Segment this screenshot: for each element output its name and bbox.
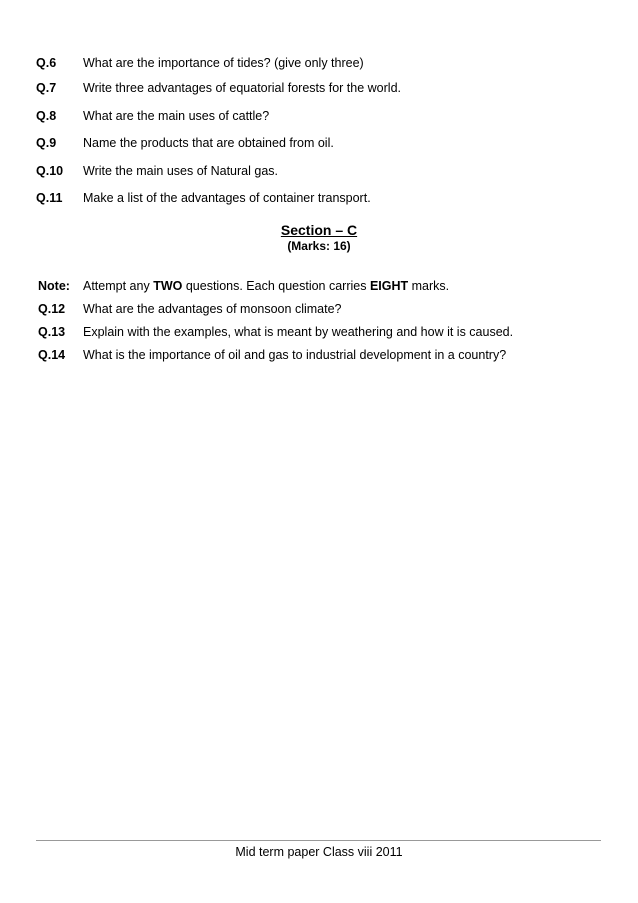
question-row [36, 347, 616, 363]
note-text-part: Attempt any [83, 279, 154, 293]
question-text: Write the main uses of Natural gas. [83, 164, 278, 178]
question-text: What are the importance of tides? (give only three) [83, 56, 364, 70]
note-text-part: questions. Each question carries [182, 279, 370, 293]
note-bold-marks: EIGHT [369, 279, 409, 293]
footer-divider [36, 840, 601, 841]
question-text: What is the importance of oil and gas to industrial development in a country? [83, 348, 507, 362]
section-c-title: Section – C [280, 222, 358, 238]
question-number: Q.11 [36, 191, 63, 205]
question-text: What are the main uses of cattle? [83, 109, 270, 123]
question-row [36, 301, 616, 317]
section-c-heading [0, 221, 638, 239]
note-text-part: marks. [408, 279, 450, 293]
question-row [36, 55, 616, 71]
question-row [36, 108, 616, 124]
question-number: Q.10 [36, 164, 64, 178]
question-text: Write three advantages of equatorial forests for the world. [83, 81, 401, 95]
question-row [36, 135, 616, 151]
note-row [36, 278, 616, 294]
question-number: Q.9 [36, 136, 57, 150]
question-row [36, 190, 616, 206]
section-c-marks: (Marks: 16) [287, 239, 351, 253]
note-bold-count: TWO [153, 279, 183, 293]
question-number: Q.7 [36, 81, 57, 95]
question-text: Explain with the examples, what is meant by weathering and how it is caused. [83, 325, 514, 339]
question-text: What are the advantages of monsoon climate? [83, 302, 342, 316]
question-number: Q.6 [36, 56, 57, 70]
question-number: Q.14 [38, 348, 66, 362]
question-text: Make a list of the advantages of container transport. [83, 191, 371, 205]
question-text: Name the products that are obtained from oil. [83, 136, 334, 150]
note-label: Note: [38, 279, 70, 293]
question-row [36, 163, 616, 179]
page-footer: Mid term paper Class viii 2011 [235, 845, 403, 859]
question-number: Q.13 [38, 325, 66, 339]
note-text [83, 278, 449, 294]
question-row [36, 324, 616, 340]
question-number: Q.12 [38, 302, 66, 316]
question-number: Q.8 [36, 109, 57, 123]
question-row [36, 80, 616, 96]
